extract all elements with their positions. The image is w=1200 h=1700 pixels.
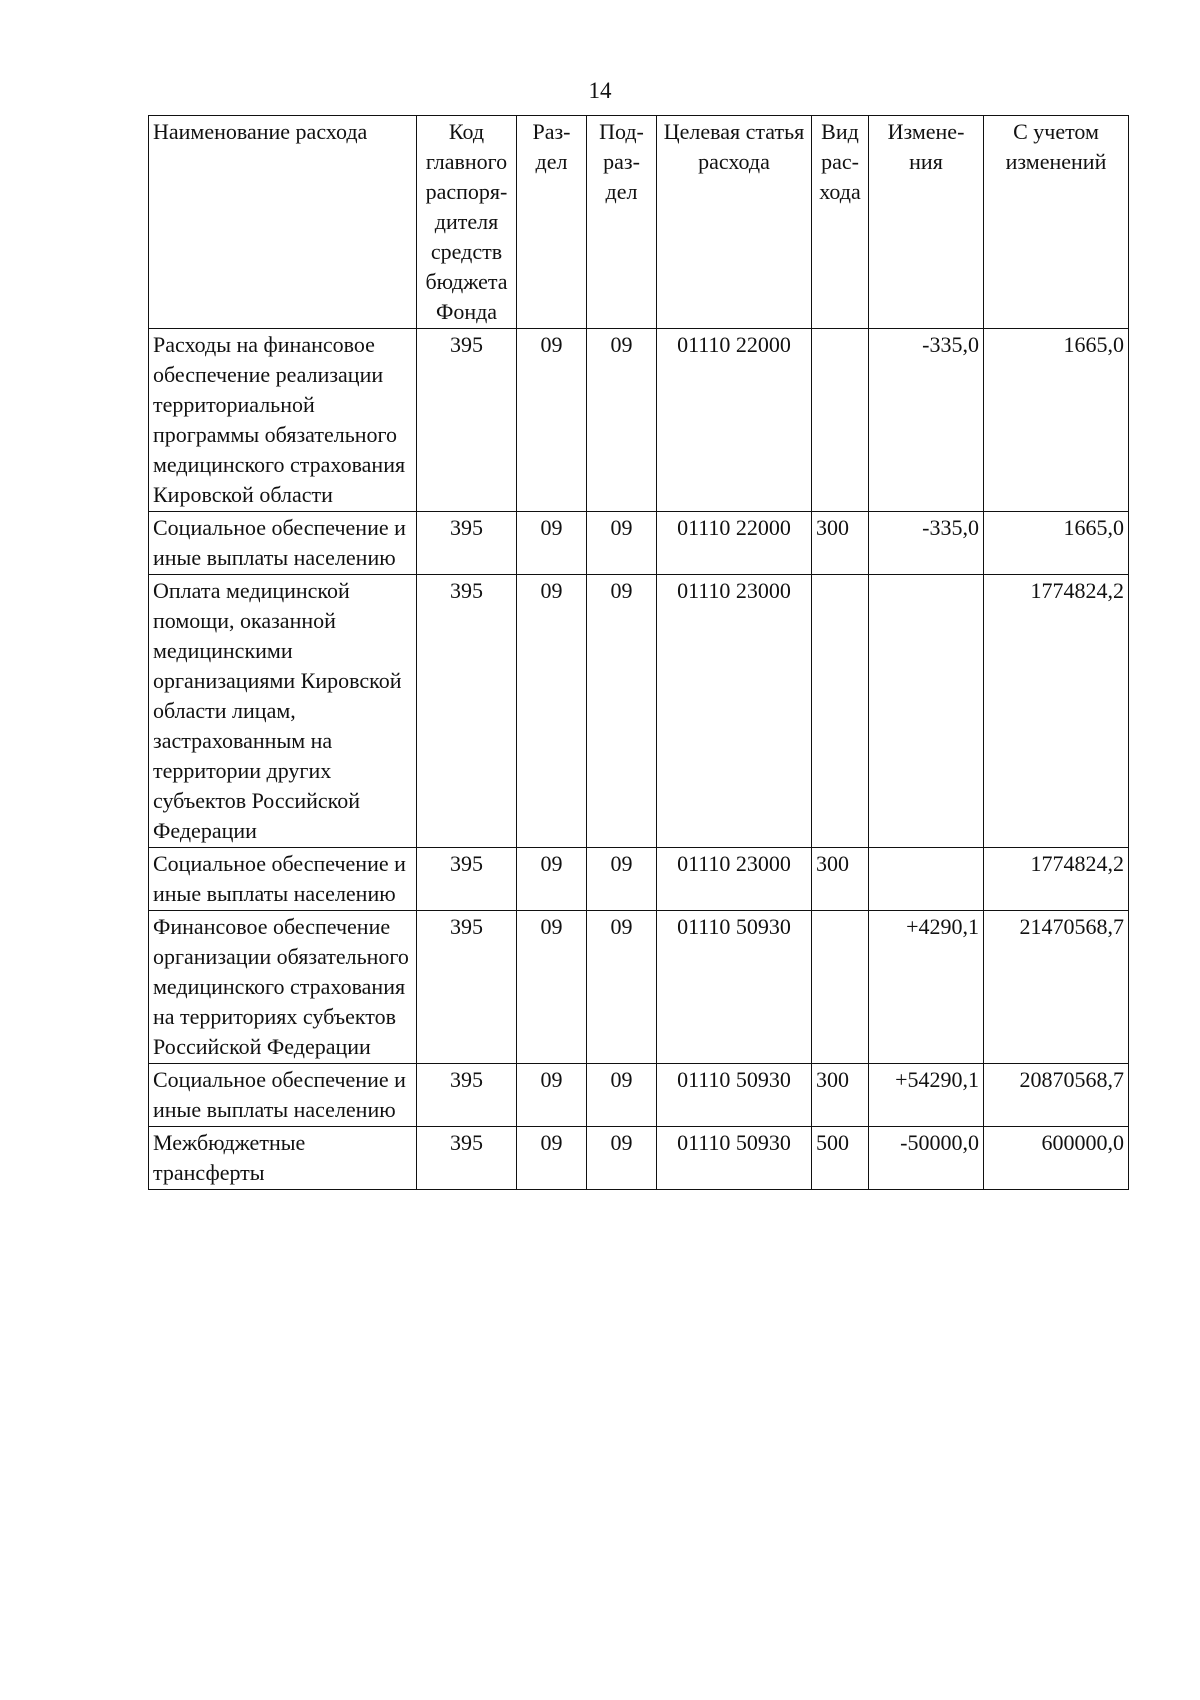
cell-change (869, 848, 984, 911)
cell-change: -335,0 (869, 512, 984, 575)
header-target: Целевая статья расхода (657, 116, 812, 329)
cell-subsection: 09 (587, 848, 657, 911)
cell-section: 09 (517, 512, 587, 575)
cell-code: 395 (417, 911, 517, 1064)
cell-name: Социальное обеспечение и иные выплаты населению (149, 512, 417, 575)
table-row (149, 575, 1129, 848)
cell-type: 300 (812, 1064, 869, 1127)
cell-section: 09 (517, 911, 587, 1064)
header-section: Раз-дел (517, 116, 587, 329)
cell-type: 300 (812, 512, 869, 575)
cell-subsection: 09 (587, 911, 657, 1064)
table-row (149, 512, 1129, 575)
cell-target: 01110 50930 (657, 1064, 812, 1127)
cell-code: 395 (417, 848, 517, 911)
cell-target: 01110 50930 (657, 911, 812, 1064)
cell-type (812, 329, 869, 512)
cell-type: 500 (812, 1127, 869, 1190)
header-subsection: Под-раз-дел (587, 116, 657, 329)
cell-code: 395 (417, 575, 517, 848)
cell-code: 395 (417, 329, 517, 512)
header-name: Наименование расхода (149, 116, 417, 329)
cell-section: 09 (517, 848, 587, 911)
cell-section: 09 (517, 329, 587, 512)
cell-code: 395 (417, 1127, 517, 1190)
cell-section: 09 (517, 1127, 587, 1190)
table-row (149, 329, 1129, 512)
cell-total: 21470568,7 (984, 911, 1129, 1064)
cell-name: Социальное обеспечение и иные выплаты населению (149, 1064, 417, 1127)
cell-name: Финансовое обеспечение организации обязательного медицинского страхования на территориях субъектов Российской Федерации (149, 911, 417, 1064)
cell-change (869, 575, 984, 848)
cell-code: 395 (417, 1064, 517, 1127)
cell-subsection: 09 (587, 512, 657, 575)
cell-total: 600000,0 (984, 1127, 1129, 1190)
cell-subsection: 09 (587, 575, 657, 848)
cell-total: 1774824,2 (984, 575, 1129, 848)
table-row (149, 1127, 1129, 1190)
cell-section: 09 (517, 575, 587, 848)
cell-name: Социальное обеспечение и иные выплаты населению (149, 848, 417, 911)
cell-change: +4290,1 (869, 911, 984, 1064)
header-total: С учетом изменений (984, 116, 1129, 329)
table-row (149, 1064, 1129, 1127)
cell-subsection: 09 (587, 329, 657, 512)
cell-name: Оплата медицинской помощи, оказанной медицинскими организациями Кировской области лицам, застрахованным на территории других субъектов Российской Федерации (149, 575, 417, 848)
table-row (149, 848, 1129, 911)
cell-total: 20870568,7 (984, 1064, 1129, 1127)
header-code: Код главного распоря-дителя средств бюджета Фонда (417, 116, 517, 329)
table-row (149, 911, 1129, 1064)
header-change: Измене-ния (869, 116, 984, 329)
cell-name: Межбюджетные трансферты (149, 1127, 417, 1190)
cell-section: 09 (517, 1064, 587, 1127)
expense-table (148, 115, 1129, 1190)
cell-code: 395 (417, 512, 517, 575)
cell-type: 300 (812, 848, 869, 911)
cell-type (812, 575, 869, 848)
cell-total: 1774824,2 (984, 848, 1129, 911)
page-number: 14 (588, 78, 612, 103)
header-type: Вид рас-хода (812, 116, 869, 329)
cell-target: 01110 50930 (657, 1127, 812, 1190)
cell-subsection: 09 (587, 1064, 657, 1127)
cell-total: 1665,0 (984, 329, 1129, 512)
table-header-row (149, 116, 1129, 329)
cell-subsection: 09 (587, 1127, 657, 1190)
cell-change: -50000,0 (869, 1127, 984, 1190)
cell-total: 1665,0 (984, 512, 1129, 575)
cell-target: 01110 23000 (657, 575, 812, 848)
cell-target: 01110 22000 (657, 512, 812, 575)
cell-target: 01110 22000 (657, 329, 812, 512)
cell-type (812, 911, 869, 1064)
cell-name: Расходы на финансовое обеспечение реализации территориальной программы обязательного медицинского страхования Кировской области (149, 329, 417, 512)
cell-target: 01110 23000 (657, 848, 812, 911)
cell-change: -335,0 (869, 329, 984, 512)
cell-change: +54290,1 (869, 1064, 984, 1127)
